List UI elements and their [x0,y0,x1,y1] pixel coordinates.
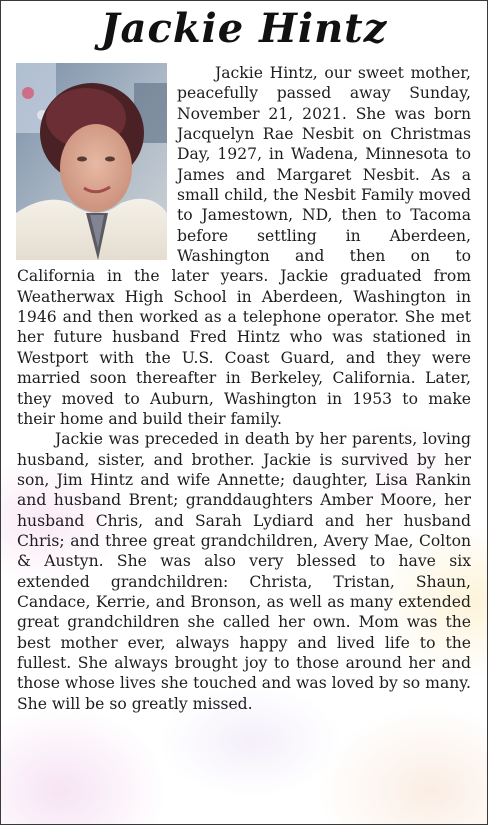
obituary-body [17,63,471,714]
obituary-paragraph: Jackie Hintz, our sweet mother, peacefully passed away Sunday, November 21, 2021. She was born Jacquelyn Rae Nesbit on Christmas Day, 1927, in Wadena, Minnesota to James and Margaret Nesbit. As a small child, the Nesbit Family moved to Jamestown, ND, then to Tacoma before settling in Aberdeen, Washington and then on to California in the later years. Jackie graduated from Weatherwax High School in Aberdeen, Washington in 1946 and then worked as a telephone operator. She met her future husband Fred Hintz who was stationed in Westport with the U.S. Coast Guard, and they were married soon thereafter in Berkeley, California. Later, they moved to Auburn, Washington in 1953 to make their home and build their family. [17,64,471,428]
obituary-paragraph: Jackie was preceded in death by her parents, loving husband, sister, and brother. Jackie is survived by her son, Jim Hintz and wife Annette; daughter, Lisa Rankin and husband Brent; granddaughters Amber Moore, her husband Chris, and Sarah Lydiard and her husband Chris; and three great grandchildren, Avery Mae, Colton & Austyn. She was also very blessed to have six extended grandchildren: Christa, Tristan, Shaun, Candace, Kerrie, and Bronson, as well as many extended great grandchildren she called her own. Mom was the best mother ever, always happy and lived life to the fullest. She always brought joy to those around her and those whose lives she touched and was loved by so many. She will be so greatly missed. [17,430,471,713]
photo-float-spacer [17,63,177,266]
obituary-title: Jackie Hintz [100,5,388,52]
